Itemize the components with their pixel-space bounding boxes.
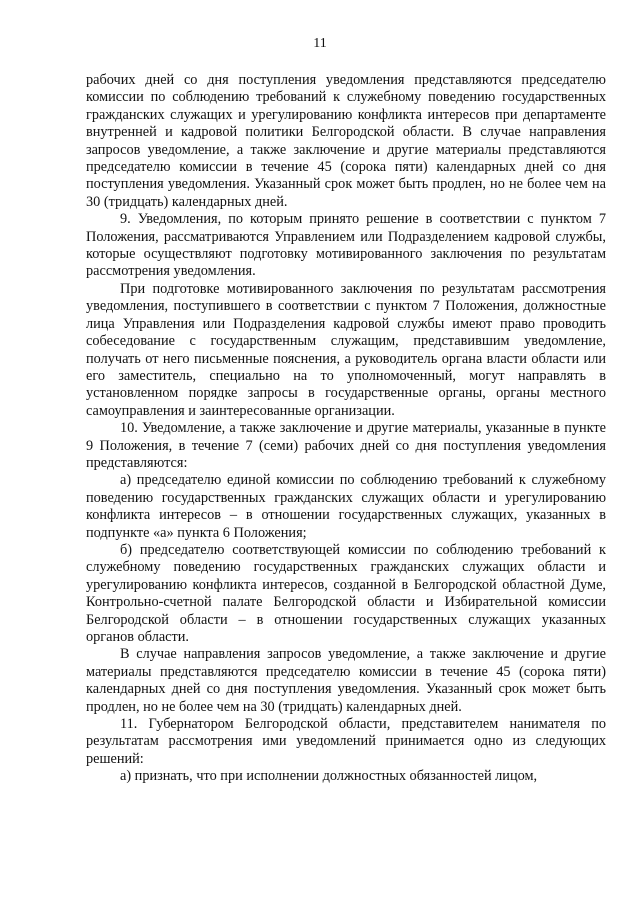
paragraph-10: 10. Уведомление, а также заключение и другие материалы, указанные в пункте 9 Положения, в течение 7 (семи) рабочих дней со дня поступления уведомления представляются:	[86, 420, 606, 471]
paragraph-10-b: б) председателю соответствующей комиссии по соблюдению требований к служебному поведению государственных гражданских служащих области и урегулированию конфликта интересов, созданной в Белгородской областной Думе, Контрольно-счетной палате Белгородской области и Избирательной комиссии Белгородской области – в отношении государственных служащих указанных органов области.	[86, 541, 606, 645]
paragraph-11-a: а) признать, что при исполнении должностных обязанностей лицом,	[120, 768, 538, 785]
page-number: 11	[313, 36, 327, 51]
paragraph-10-requests: В случае направления запросов уведомление, а также заключение и другие материалы представляются председателю комиссии в течение 45 (сорока пяти) календарных дней со дня поступления уведомления. Указанный срок может быть продлен, но не более чем на 30 (тридцать) календарных дней.	[86, 646, 606, 715]
paragraph-11: 11. Губернатором Белгородской области, представителем нанимателя по результатам рассмотрения ими уведомлений принимается одно из следующих решений:	[86, 716, 606, 767]
paragraph-continuation: рабочих дней со дня поступления уведомления представляются председателю комиссии по соблюдению требований к служебному поведению государственных гражданских служащих и урегулированию конфликта интересов при департаменте внутренней и кадровой политики Белгородской области. В случае направления запросов уведомление, а также заключение и другие материалы представляются председателю комиссии в течение 45 (сорока пяти) календарных дней со дня поступления уведомления. Указанный срок может быть продлен, но не более чем на 30 (тридцать) календарных дней.	[86, 72, 606, 210]
paragraph-9-details: При подготовке мотивированного заключения по результатам рассмотрения уведомления, поступившего в соответствии с пунктом 7 Положения, должностные лица Управления или Подразделения кадровой службы имеют право проводить собеседование с государственным служащим, представившим уведомление, получать от него письменные пояснения, а руководитель органа власти области или его заместитель, специально на то уполномоченный, могут направлять в установленном порядке запросы в государственные органы, органы местного самоуправления и заинтересованные организации.	[86, 280, 606, 419]
paragraph-10-a: а) председателю единой комиссии по соблюдению требований к служебному поведению государственных гражданских служащих области и урегулированию конфликта интересов – в отношении государственных служащих, указанных в подпункте «а» пункта 6 Положения;	[86, 472, 606, 541]
paragraph-9: 9. Уведомления, по которым принято решение в соответствии с пунктом 7 Положения, рассматриваются Управлением или Подразделением кадровой службы, которые осуществляют подготовку мотивированного заключения по результатам рассмотрения уведомления.	[86, 211, 606, 280]
document-body	[86, 72, 606, 786]
